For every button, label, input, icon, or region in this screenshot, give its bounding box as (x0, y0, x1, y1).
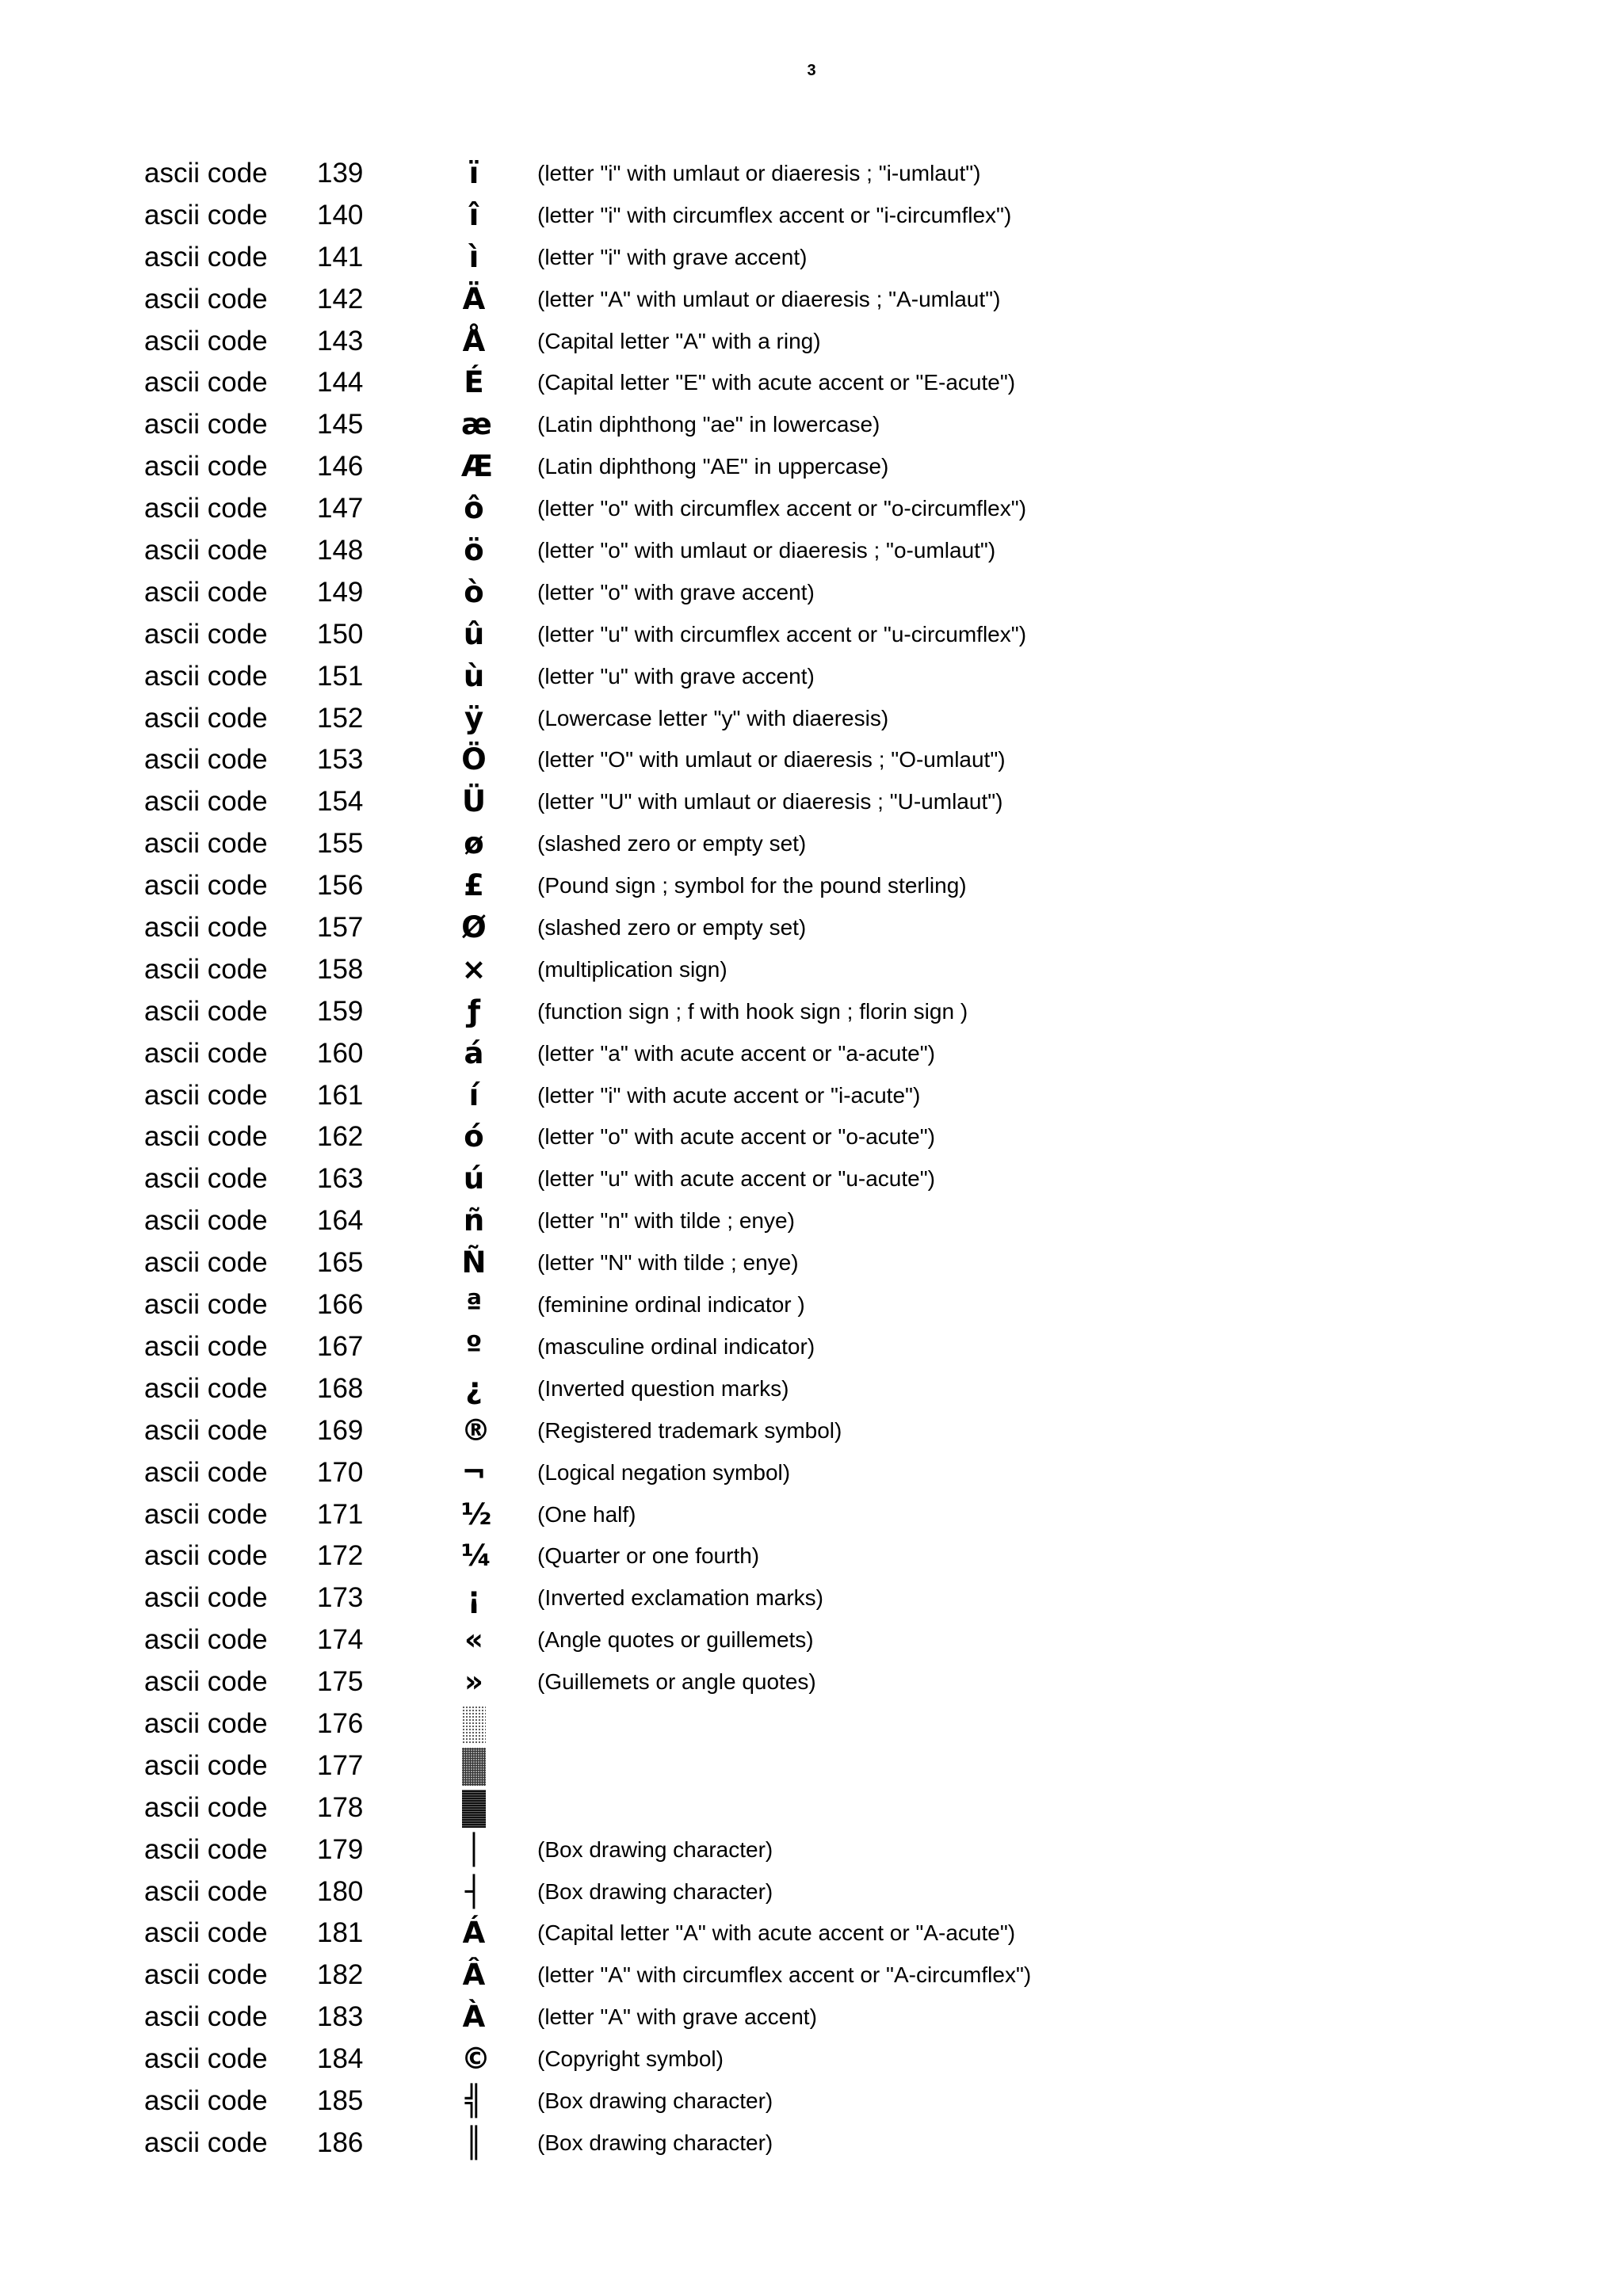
ascii-label: ascii code (144, 1833, 268, 1865)
ascii-code-number: 181 (317, 1917, 364, 1949)
ascii-label: ascii code (144, 1707, 268, 1739)
ascii-character: î (468, 197, 479, 232)
ascii-label: ascii code (144, 786, 268, 818)
ascii-description: (letter "o" with umlaut or diaeresis ; "o-umlaut") (537, 538, 996, 563)
ascii-label: ascii code (144, 367, 268, 399)
ascii-label: ascii code (144, 1498, 268, 1530)
ascii-label: ascii code (144, 1037, 268, 1069)
ascii-code-number: 157 (317, 912, 364, 944)
ascii-code-number: 178 (317, 1791, 364, 1823)
ascii-description: (slashed zero or empty set) (537, 915, 807, 940)
ascii-code-number: 146 (317, 451, 364, 482)
ascii-label: ascii code (144, 1917, 268, 1949)
ascii-code-number: 177 (317, 1749, 364, 1781)
ascii-character: ¬ (461, 1455, 487, 1489)
ascii-code-number: 155 (317, 828, 364, 860)
ascii-code-number: 163 (317, 1163, 364, 1195)
ascii-character: ╣ (464, 2083, 483, 2118)
ascii-description: (letter "A" with umlaut or diaeresis ; "A-umlaut") (537, 286, 1001, 311)
ascii-code-number: 168 (317, 1372, 364, 1404)
ascii-label: ascii code (144, 2043, 268, 2075)
ascii-label: ascii code (144, 870, 268, 902)
ascii-label: ascii code (144, 1121, 268, 1153)
ascii-code-number: 160 (317, 1037, 364, 1069)
shade-block-light (461, 1703, 487, 1745)
ascii-code-number: 141 (317, 241, 364, 273)
ascii-label: ascii code (144, 912, 268, 944)
ascii-code-number: 147 (317, 493, 364, 524)
ascii-character: û (463, 616, 485, 651)
ascii-code-number: 182 (317, 1959, 364, 1991)
ascii-code-number: 165 (317, 1247, 364, 1279)
ascii-code-number: 173 (317, 1582, 364, 1614)
ascii-code-number: 158 (317, 953, 364, 985)
ascii-label: ascii code (144, 1791, 268, 1823)
ascii-code-number: 149 (317, 576, 364, 608)
ascii-character: ║ (464, 2125, 483, 2160)
ascii-description: (letter "A" with grave accent) (537, 2004, 817, 2030)
ascii-label: ascii code (144, 1330, 268, 1362)
ascii-label: ascii code (144, 953, 268, 985)
ascii-label: ascii code (144, 995, 268, 1027)
ascii-character: ñ (463, 1203, 485, 1238)
ascii-description: (letter "O" with umlaut or diaeresis ; "O-umlaut") (537, 747, 1006, 772)
ascii-code-number: 154 (317, 786, 364, 818)
ascii-code-number: 153 (317, 744, 364, 776)
ascii-character: Æ (461, 449, 494, 484)
ascii-code-number: 151 (317, 660, 364, 692)
ascii-label: ascii code (144, 1456, 268, 1488)
ascii-label: ascii code (144, 1582, 268, 1614)
ascii-description: (Lowercase letter "y" with diaeresis) (537, 705, 889, 730)
ascii-character: Å (462, 323, 486, 358)
ascii-character: Ñ (461, 1245, 487, 1280)
ascii-character: º (465, 1329, 483, 1363)
ascii-character: ® (461, 1413, 491, 1447)
ascii-code-number: 152 (317, 702, 364, 734)
ascii-code-number: 156 (317, 870, 364, 902)
page-number: 3 (807, 62, 816, 79)
ascii-description: (letter "A" with circumflex accent or "A-circumflex") (537, 1962, 1032, 1988)
ascii-description: (Inverted exclamation marks) (537, 1585, 824, 1611)
ascii-label: ascii code (144, 1163, 268, 1195)
ascii-code-number: 143 (317, 325, 364, 357)
ascii-character: ø (464, 826, 484, 861)
ascii-character: │ (464, 1832, 483, 1867)
ascii-description: (Capital letter "E" with acute accent or "E-acute") (537, 370, 1016, 395)
ascii-code-number: 145 (317, 409, 364, 441)
ascii-code-number: 139 (317, 158, 364, 189)
ascii-description: (letter "i" with acute accent or "i-acute") (537, 1082, 921, 1108)
ascii-character: í (468, 1077, 479, 1112)
ascii-code-number: 167 (317, 1330, 364, 1362)
ascii-character: ó (464, 1119, 484, 1154)
ascii-description: (letter "n" with tilde ; enye) (537, 1208, 795, 1234)
ascii-description: (Registered trademark symbol) (537, 1417, 842, 1443)
ascii-code-number: 140 (317, 199, 364, 231)
ascii-character: ì (468, 239, 479, 274)
ascii-character: ÿ (464, 700, 484, 735)
ascii-code-number: 144 (317, 367, 364, 399)
ascii-label: ascii code (144, 199, 268, 231)
ascii-character: À (462, 2000, 486, 2035)
ascii-label: ascii code (144, 241, 268, 273)
ascii-code-number: 172 (317, 1540, 364, 1572)
ascii-character: © (461, 2042, 491, 2077)
ascii-description: (One half) (537, 1501, 636, 1527)
shade-block-dark (461, 1787, 487, 1829)
ascii-label: ascii code (144, 1205, 268, 1237)
ascii-label: ascii code (144, 325, 268, 357)
ascii-label: ascii code (144, 1079, 268, 1111)
ascii-description: (Copyright symbol) (537, 2046, 724, 2072)
ascii-label: ascii code (144, 535, 268, 566)
ascii-description: (Latin diphthong "AE" in uppercase) (537, 454, 889, 479)
ascii-code-number: 174 (317, 1624, 364, 1656)
ascii-character: ¿ (465, 1371, 483, 1405)
ascii-code-number: 142 (317, 283, 364, 315)
ascii-character: Ø (461, 910, 487, 945)
ascii-character: ú (463, 1161, 485, 1196)
ascii-description: (Box drawing character) (537, 1878, 773, 1904)
ascii-code-number: 161 (317, 1079, 364, 1111)
ascii-code-number: 183 (317, 2001, 364, 2033)
ascii-character: æ (461, 407, 492, 442)
ascii-description: (letter "N" with tilde ; enye) (537, 1250, 799, 1276)
ascii-description: (masculine ordinal indicator) (537, 1333, 815, 1359)
ascii-label: ascii code (144, 1875, 268, 1907)
ascii-character: Ö (461, 742, 487, 777)
ascii-label: ascii code (144, 1666, 268, 1698)
ascii-character: ö (464, 533, 484, 568)
ascii-label: ascii code (144, 283, 268, 315)
ascii-code-number: 185 (317, 2084, 364, 2116)
ascii-label: ascii code (144, 744, 268, 776)
ascii-description: (letter "U" with umlaut or diaeresis ; "U-umlaut") (537, 789, 1003, 814)
ascii-description: (Latin diphthong "ae" in lowercase) (537, 412, 880, 437)
ascii-description: (letter "o" with grave accent) (537, 579, 815, 605)
ascii-character: ô (464, 491, 484, 526)
ascii-description: (letter "u" with acute accent or "u-acute") (537, 1166, 935, 1192)
ascii-label: ascii code (144, 158, 268, 189)
ascii-description: (letter "u" with circumflex accent or "u-circumflex") (537, 621, 1027, 646)
ascii-description: (Box drawing character) (537, 1836, 773, 1862)
shade-block-icon (462, 1748, 486, 1786)
ascii-label: ascii code (144, 1959, 268, 1991)
ascii-label: ascii code (144, 1372, 268, 1404)
ascii-description: (letter "i" with umlaut or diaeresis ; "i-umlaut") (537, 161, 981, 185)
ascii-code-number: 180 (317, 1875, 364, 1907)
ascii-label: ascii code (144, 660, 268, 692)
ascii-character: ï (468, 156, 479, 190)
ascii-description: (letter "u" with grave accent) (537, 663, 815, 688)
ascii-label: ascii code (144, 2126, 268, 2158)
ascii-character: ª (465, 1287, 483, 1322)
ascii-character: Á (462, 1916, 486, 1951)
ascii-label: ascii code (144, 1540, 268, 1572)
ascii-description: (multiplication sign) (537, 956, 727, 982)
ascii-character: ò (464, 574, 484, 609)
ascii-character: « (464, 1623, 483, 1657)
ascii-description: (Capital letter "A" with a ring) (537, 328, 821, 353)
ascii-character: ¡ (467, 1581, 481, 1615)
ascii-code-number: 170 (317, 1456, 364, 1488)
ascii-description: (letter "i" with grave accent) (537, 244, 808, 269)
ascii-character: É (464, 365, 484, 400)
ascii-description: (function sign ; f with hook sign ; florin sign ) (537, 998, 968, 1024)
ascii-code-number: 184 (317, 2043, 364, 2075)
ascii-description: (Quarter or one fourth) (537, 1543, 760, 1569)
ascii-label: ascii code (144, 2084, 268, 2116)
ascii-description: (Inverted question marks) (537, 1375, 789, 1401)
ascii-character: Ä (462, 281, 486, 316)
ascii-character: ù (463, 658, 485, 693)
ascii-description: (letter "o" with circumflex accent or "o-circumflex") (537, 496, 1027, 521)
ascii-code-number: 176 (317, 1707, 364, 1739)
ascii-character: ¼ (461, 1539, 492, 1573)
ascii-label: ascii code (144, 1414, 268, 1446)
shade-block-icon (462, 1706, 486, 1744)
ascii-label: ascii code (144, 828, 268, 860)
ascii-description: (Box drawing character) (537, 2088, 773, 2113)
ascii-description: (Pound sign ; symbol for the pound sterling) (537, 873, 967, 898)
ascii-description: (letter "i" with circumflex accent or "i-circumflex") (537, 202, 1012, 227)
ascii-description: (Guillemets or angle quotes) (537, 1669, 816, 1695)
ascii-label: ascii code (144, 2001, 268, 2033)
ascii-description: (letter "o" with acute accent or "o-acute") (537, 1124, 935, 1150)
ascii-code-number: 162 (317, 1121, 364, 1153)
ascii-code-number: 175 (317, 1666, 364, 1698)
ascii-code-number: 150 (317, 618, 364, 650)
ascii-label: ascii code (144, 451, 268, 482)
ascii-character: Ü (461, 784, 487, 819)
ascii-description: (feminine ordinal indicator ) (537, 1292, 805, 1318)
ascii-code-number: 164 (317, 1205, 364, 1237)
ascii-code-number: 186 (317, 2126, 364, 2158)
ascii-code-number: 179 (317, 1833, 364, 1865)
ascii-label: ascii code (144, 576, 268, 608)
ascii-character: ƒ (467, 994, 481, 1028)
ascii-code-number: 166 (317, 1289, 364, 1321)
ascii-character: £ (464, 868, 484, 903)
ascii-description: (letter "a" with acute accent or "a-acute") (537, 1040, 935, 1066)
ascii-description: (Angle quotes or guillemets) (537, 1627, 814, 1653)
ascii-character: á (464, 1035, 484, 1070)
ascii-label: ascii code (144, 702, 268, 734)
ascii-description: (Logical negation symbol) (537, 1459, 791, 1485)
ascii-character: Â (462, 1958, 486, 1993)
ascii-label: ascii code (144, 1289, 268, 1321)
ascii-label: ascii code (144, 1247, 268, 1279)
ascii-label: ascii code (144, 409, 268, 441)
ascii-label: ascii code (144, 1749, 268, 1781)
ascii-character: » (464, 1665, 483, 1699)
ascii-description: (Box drawing character) (537, 2130, 773, 2155)
ascii-code-number: 171 (317, 1498, 364, 1530)
ascii-character: × (461, 952, 487, 986)
shade-block-icon (462, 1790, 486, 1828)
ascii-label: ascii code (144, 618, 268, 650)
ascii-description: (Capital letter "A" with acute accent or "A-acute") (537, 1920, 1016, 1946)
ascii-code-number: 159 (317, 995, 364, 1027)
ascii-label: ascii code (144, 1624, 268, 1656)
ascii-code-number: 148 (317, 535, 364, 566)
ascii-code-number: 169 (317, 1414, 364, 1446)
ascii-description: (slashed zero or empty set) (537, 831, 807, 856)
ascii-character: ½ (461, 1497, 492, 1531)
shade-block-medium (461, 1745, 487, 1787)
ascii-character: ┤ (464, 1874, 483, 1909)
ascii-label: ascii code (144, 493, 268, 524)
